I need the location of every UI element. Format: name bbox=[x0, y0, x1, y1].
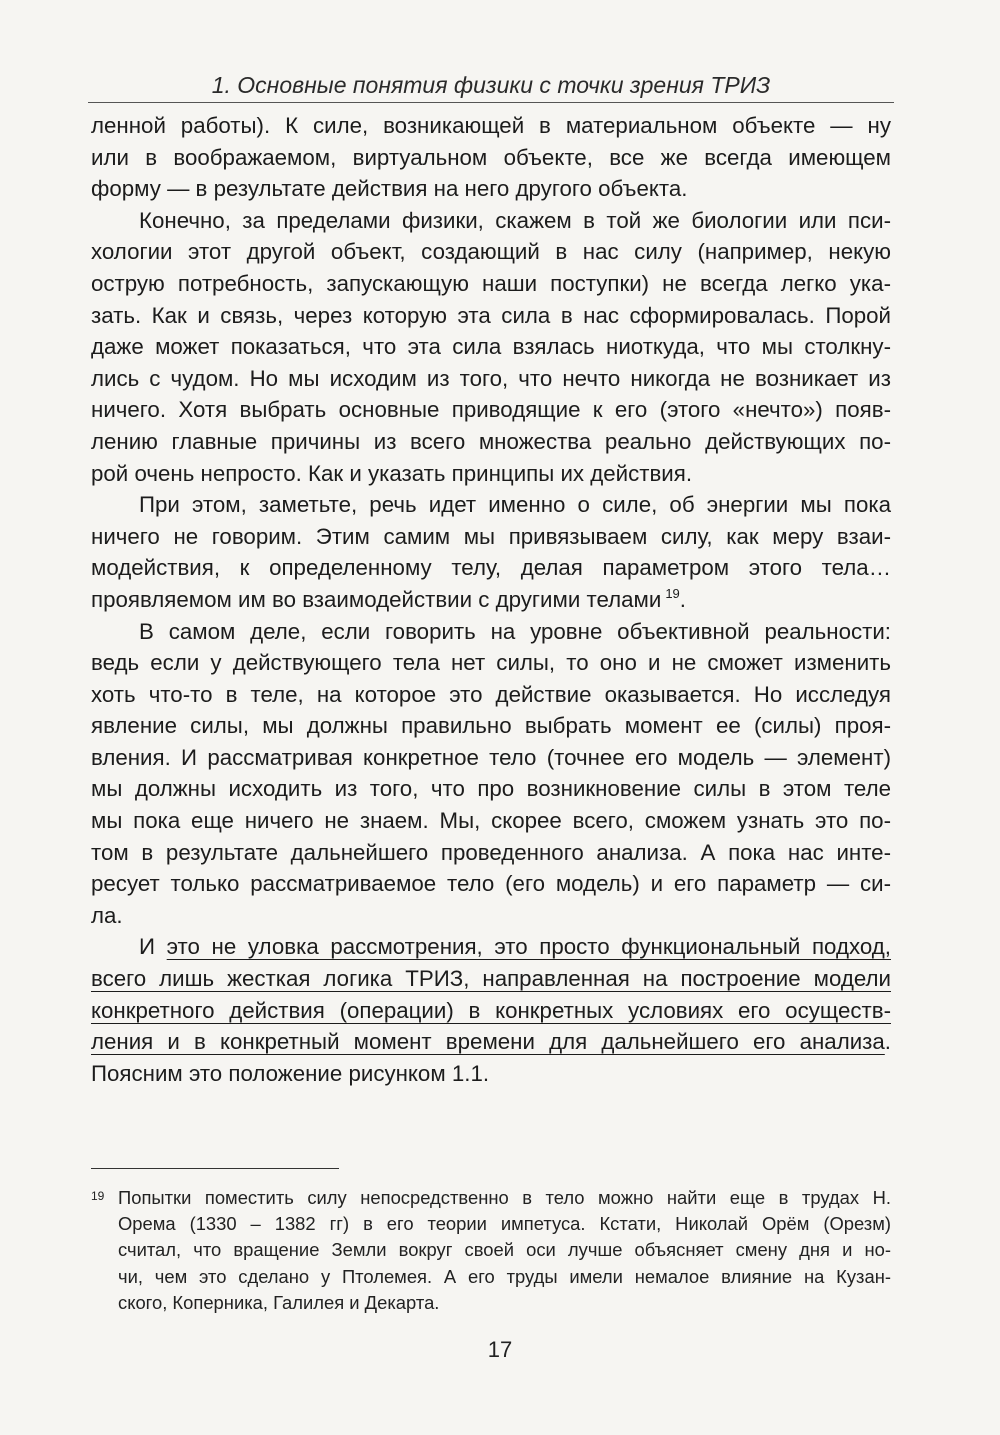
footnote-separator bbox=[91, 1168, 339, 1169]
text-line bbox=[91, 995, 891, 1027]
underlined-text: ления и в конкретный момент времени для дальнейшего его анализа bbox=[91, 1029, 885, 1055]
text-line: или в воображаемом, виртуальном объекте, все же всегда имеющем bbox=[91, 144, 891, 170]
paragraph bbox=[91, 616, 891, 932]
text-line: мы должны исходить из того, что про возникновение силы в этом теле bbox=[91, 776, 891, 802]
text-line bbox=[91, 1026, 891, 1058]
footnote-number: 19 bbox=[91, 1189, 105, 1203]
text-line: Конечно, за пределами физики, скажем в той же биологии или пси- bbox=[139, 207, 891, 233]
paragraph-emphasized bbox=[91, 931, 891, 1089]
paragraph bbox=[91, 205, 891, 489]
underlined-text: всего лишь жесткая логика ТРИЗ, направленная на построение модели bbox=[91, 966, 891, 992]
text-line bbox=[91, 584, 891, 616]
paragraph bbox=[91, 110, 891, 205]
footnote-line: Попытки поместить силу непосредственно в тело можно найти еще в трудах Н. bbox=[118, 1187, 891, 1208]
text-line: мы пока еще ничего не знаем. Мы, скорее всего, сможем узнать это по- bbox=[91, 808, 891, 834]
text-line: ведь если у действующего тела нет силы, то оно и не сможет изменить bbox=[91, 650, 891, 676]
text-line: хологии этот другой объект, создающий в нас силу (например, некую bbox=[91, 239, 891, 265]
text-line: форму — в результате действия на него другого объекта. bbox=[91, 176, 688, 202]
text-line: зать. Как и связь, через которую эта сила в нас сформировалась. Порой bbox=[91, 302, 891, 328]
underlined-text: конкретного действия (операции) в конкретных условиях его осуществ- bbox=[91, 997, 891, 1023]
running-head: 1. Основные понятия физики с точки зрения ТРИЗ bbox=[211, 72, 771, 98]
text-line: даже может показаться, что эта сила взялась ниоткуда, что мы столкну- bbox=[91, 334, 891, 360]
period: . bbox=[679, 586, 686, 612]
text-line: ничего не говорим. Этим самим мы привязываем силу, как меру взаи- bbox=[91, 523, 891, 549]
text-line: модействия, к определенному телу, делая параметром этого тела… bbox=[91, 555, 891, 581]
footnote bbox=[91, 1185, 891, 1316]
footnote-line: считал, что вращение Земли вокруг своей оси лучше объясняет смену дня и но- bbox=[118, 1239, 891, 1261]
footnote-reference[interactable]: 19 bbox=[665, 585, 680, 601]
text-line: В самом деле, если говорить на уровне объективной реальности: bbox=[139, 618, 891, 644]
text-line: рой очень непросто. Как и указать принципы их действия. bbox=[91, 460, 693, 486]
text-line: острую потребность, запускающую наши поступки) не всегда легко ука- bbox=[91, 270, 891, 296]
text-line: При этом, заметьте, речь идет именно о силе, об энергии мы пока bbox=[139, 492, 891, 518]
body-text bbox=[91, 110, 891, 1089]
footnote-line: чи, чем это сделано у Птолемея. А его труды имели немалое влияние на Кузан- bbox=[118, 1265, 891, 1287]
text-line: лению главные причины из всего множества реально действующих по- bbox=[91, 428, 891, 454]
text-line: ла. bbox=[91, 902, 123, 928]
text-line bbox=[91, 963, 891, 995]
text-line: ресует только рассматриваемое тело (его модель) и его параметр — си- bbox=[91, 871, 891, 897]
period: . bbox=[884, 1029, 891, 1055]
text-line: Поясним это положение рисунком 1.1. bbox=[91, 1060, 490, 1086]
text-line: том в результате дальнейшего проведенного анализа. А пока нас инте- bbox=[91, 839, 891, 865]
header-rule bbox=[88, 102, 894, 103]
paragraph bbox=[91, 489, 891, 615]
text-line: явление силы, мы должны правильно выбрать момент ее (силы) проя- bbox=[91, 713, 891, 739]
text-line: вления. И рассматривая конкретное тело (точнее его модель — элемент) bbox=[91, 744, 891, 770]
page-number: 17 bbox=[487, 1337, 513, 1362]
text-line: лись с чудом. Но мы исходим из того, что нечто никогда не возникает из bbox=[91, 365, 891, 391]
text-line bbox=[91, 931, 891, 963]
text-line: ленной работы). К силе, возникающей в материальном объекте — ну bbox=[91, 113, 891, 138]
text-line: ничего. Хотя выбрать основные приводящие к его (этого «нечто») появ- bbox=[91, 397, 891, 423]
line-text: проявляемом им во взаимодействии с другими телами bbox=[91, 586, 662, 612]
text-line: хоть что-то в теле, на которое это действие оказывается. Но исследуя bbox=[91, 681, 891, 707]
first-word: И bbox=[139, 934, 156, 960]
footnote-line: Орема (1330 – 1382 гг) в его теории импетуса. Кстати, Николай Орём (Орезм) bbox=[118, 1213, 891, 1235]
footnote-line: ского, Коперника, Галилея и Декарта. bbox=[118, 1291, 440, 1313]
underlined-text: это не уловка рассмотрения, это просто функциональный подход, bbox=[166, 934, 891, 960]
